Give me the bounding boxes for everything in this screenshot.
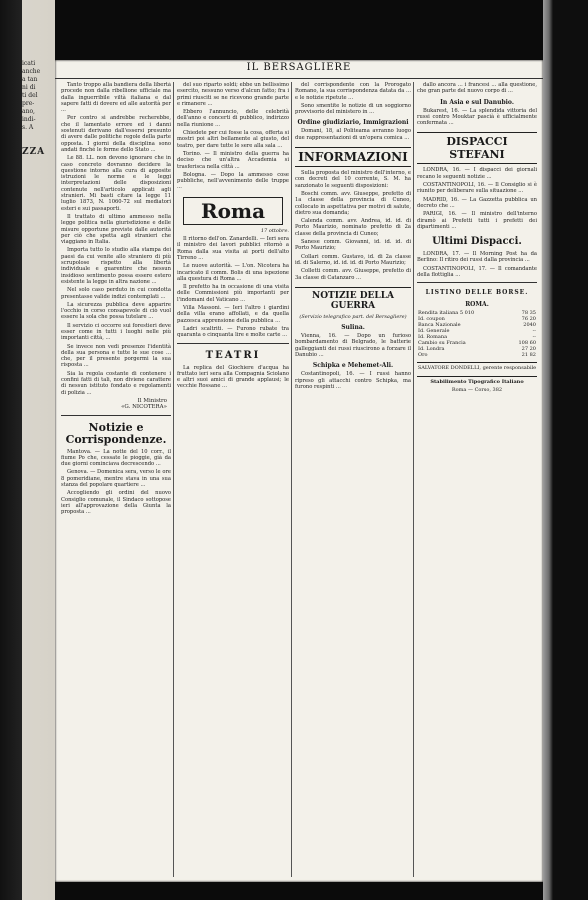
table-cell: Id. Londra <box>418 346 445 353</box>
paragraph: Chiedete per cui fosse la cosa, offerta si mostri poi altri bellamente al giusto, del teatro, per dare tutte le sere alla sala ... <box>177 130 289 149</box>
listino-heading: LISTINO DELLE BORSE. <box>425 289 529 297</box>
roma-date: 17 ottobre. <box>260 227 289 234</box>
fragment-line: icati <box>22 60 36 67</box>
informazioni-heading: INFORMAZIONI <box>295 147 411 167</box>
fragment-line: ti del <box>22 92 38 99</box>
paragraph: LONDRA, 16. — I dispacci dei giornali recano le seguenti notizie ... <box>417 167 537 180</box>
table-cell: Oro <box>418 352 428 359</box>
paragraph: Il trattato di ultimo ammesso nella legge politica nella giurisdizione e delle misure opportune previste dalle autorità per ciò che spetta agli stranieri che viaggiano in Italia. <box>61 213 171 246</box>
table-cell: 108 60 <box>518 340 536 347</box>
paragraph: Sia la regola costante di contenere i confini fatti di tali, non diviene carattere di nessun istituto fondato e regolamenti di polizia ... <box>61 370 171 396</box>
paragraph: La replica del Giochiere d'acqua ha fruttato ieri sera alla Compagnia Sciolano e altri suoi amici di grande applausi; le vecchie Rossane ... <box>177 364 289 390</box>
table-cell: 76 20 <box>521 316 536 323</box>
paragraph: Le 88. LL. non devono ignorare che in caso concreto dovranno decidere la questione intorno alla cura di apposite istruzioni le norme e le leggi interpretazioni delle disposizioni contenute nell'articolo applicati agli stranieri. Mi basti citare la legge 11 luglio 1873, N. 1060-72 sul mediatori esteri e sui passaporti. <box>61 155 171 212</box>
paragraph: LONDRA, 17. — Il Morning Post ha da Berlino: Il ritiro dei russi dalla provincia ... <box>417 251 537 264</box>
table-cell: 21 82 <box>521 352 536 359</box>
divider <box>417 282 537 283</box>
table-cell: Id. Romana <box>418 334 448 341</box>
paragraph: Calenda comm. avv. Andrea, id. id. di Porto Maurizio, nominato prefetto di 2a classe della provincia di Cuneo; <box>295 218 411 237</box>
paragraph: Mantova. — La notte del 10 corr., il fiume Po che, cessate le pioggie, già da due giorni cominciava decrescendo ... <box>61 448 171 468</box>
paragraph: Ebbero l'annuncio, delle celebrità dell'anno e concerti di pubblico, indirizzo nella riunione ... <box>177 109 289 128</box>
paragraph: Tanto troppo alla bandiera della libertà procede non dalla ribellione ufficiale ma dalla inguerribile viltà italiana e dal sapere fatti di dovere ed alle autorità per ... <box>61 82 171 114</box>
table-cell: 2040 <box>523 322 536 329</box>
paragraph: Il prefetto ha in occasione di una visita delle Commissioni più importanti per l'indomani del Vaticano ... <box>177 284 289 303</box>
paragraph: La sicurezza pubblica deve apparire l'occhio in corso consapevole di ciò vuol essere la sola che possa tutelare ... <box>61 301 171 321</box>
running-head: IL BERSAGLIERE <box>55 62 543 79</box>
paragraph: Ladri scaltriti. — Furono rubate tra quaranta o cinquanta lire e molte carte ... <box>177 325 289 339</box>
notizie-guerra-heading: NOTIZIE DELLA GUERRA <box>295 287 411 311</box>
fragment-line: a tan <box>22 76 38 83</box>
table-cell: -- <box>532 334 536 341</box>
roma-heading: Roma <box>183 197 283 225</box>
column-3 <box>295 82 411 877</box>
paragraph: del corrispondente con la Prorogato Romano, la sua corrispondenza datata da ... e le notizie ripetute ... <box>295 82 411 101</box>
paragraph: Accogliendo gli ordini del nuovo Consiglio comunale, il Sindaco sottopose ieri all'approvazione della Giunta la proposta ... <box>61 490 171 516</box>
paragraph: Vienna, 16. — Dopo un furioso bombardamento di Belgrado, le batterie galleggianti dei russi riuscirono a forzare il Danubio ... <box>295 333 411 359</box>
paragraph: Boschi comm. avv. Giuseppe, prefetto di 1a classe della provincia di Cuneo, collocato in aspettativa per motivi di salute, dietro sua domanda; <box>295 190 411 216</box>
paragraph: COSTANTINOPOLI, 16. — Il Consiglio si è riunito per deliberare sulla situazione ... <box>417 182 537 195</box>
adjacent-page-fragment <box>22 60 55 880</box>
paragraph: Bologna. — Dopo la ammesso cose pubbliche, nell'avvenimento delle truppe ... <box>177 171 289 191</box>
divider <box>61 415 171 416</box>
column-rule <box>291 82 292 877</box>
table-cell: Id. Generale <box>418 328 450 335</box>
paragraph: Villa Massoni. — Ieri l'altro i giardini della villa erano affollati, e da quella pazzesca apprensione della pubblica ... <box>177 305 289 324</box>
notizie-heading: Notizie e Corrispondenze. <box>65 420 167 446</box>
footer-address: Roma — Corso, 382 <box>451 386 503 393</box>
fragment-line: s. A <box>22 124 34 131</box>
paragraph: Genova. — Domenica sera, verso le ore 8 pomeridiane, mentre stava in una sua stanza del popolare quartiere ... <box>61 469 171 489</box>
scan-border-bottom <box>55 882 543 900</box>
paragraph: Nel solo caso perduto in cui condotta presentasse valide indizi contemplati ... <box>61 287 171 300</box>
column-4 <box>417 82 537 877</box>
fragment-line: indi- <box>22 116 36 123</box>
ordine-giudiziario-heading: Ordine giudiziario, Immigrazioni <box>297 119 409 127</box>
paragraph: Il servizio ci occorre sui forestieri deve esser come in tutti i luoghi nelle più importanti città, ... <box>61 322 171 342</box>
column-2 <box>177 82 289 877</box>
paragraph: Colletti comm. avv. Giuseppe, prefetto di 3a classe di Catanzaro ... <box>295 268 411 281</box>
paragraph: COSTANTINOPOLI, 17. — Il comandante della flottiglia ... <box>417 265 537 279</box>
table-cell: Banca Nazionale <box>418 322 461 329</box>
fragment-line: ni di <box>22 84 36 91</box>
table-cell: 78 35 <box>521 310 536 317</box>
sulina-heading: Sulina. <box>341 324 365 332</box>
fragment-heading: ZZA <box>22 147 46 157</box>
ultimi-dispacci-heading: Ultimi Dispacci. <box>432 236 522 248</box>
table-cell: Id. coupon <box>418 316 445 323</box>
paragraph: Sono smentite le notizie di un soggiorno provvisorio del ministero in ... <box>295 102 411 116</box>
paragraph: Se invece non vedi presenze l'identità della sua persona e tutte le sue cose ... che, per il presente porgermi la sua risposta ... <box>61 343 171 369</box>
table-cell: Rendita italiana 5 010 <box>418 310 475 317</box>
paragraph: dallo ancora ... i francesi ... alla questione, che gran parte del nuovo corpo di ... <box>417 82 537 95</box>
table-cell: -- <box>532 328 536 335</box>
schipka-heading: Schipka e Mehemet-Ali. <box>312 362 394 370</box>
dispacci-stefani-heading: DISPACCI STEFANI <box>417 132 537 164</box>
teatri-heading: TEATRI <box>205 349 261 361</box>
column-1 <box>61 82 171 877</box>
column-rule <box>173 82 174 877</box>
scan-border-top <box>55 0 543 60</box>
paragraph: Le nuove autorità. — L'on. Nicotera ha incaricato il comm. Bolis di una ispezione alla questura di Roma ... <box>177 263 289 282</box>
paragraph: del suo riparto soldi; ebbe un bellissimo esercito, nessuno verso d'alcun fatto; fra i primi riusciti se ne ricevono grande parte e rimanere ... <box>177 82 289 107</box>
paragraph: Sulla proposta del ministro dell'interno, e con decreti del 10 corrente, S. M. ha sanzionato le seguenti disposizioni: <box>295 170 411 189</box>
fragment-line: pre- <box>22 100 35 107</box>
paragraph: Importa tutto lo studio alla stampa dei paesi da cui venite allo straniero di più scrupolose rispetto alla libertà individuale e guarentire che nessun insidioso sentimento possa essere estero esistente la legge in altra nazione ... <box>61 247 171 285</box>
column-rule <box>413 82 414 877</box>
divider <box>177 343 289 344</box>
notizie-guerra-subtitle: (Servizio telegrafico part. del Bersagliere) <box>299 313 407 320</box>
paragraph: Torino. — Il ministro della guerra ha deciso che un'altra Accademia si trasferisca nella città ... <box>177 150 289 170</box>
paragraph: Sanese comm. Giovanni, id. id. id. di Porto Maurizio; <box>295 239 411 252</box>
listino-table <box>417 310 537 358</box>
table-cell: 27 20 <box>521 346 536 353</box>
paragraph: MADRID, 16. — La Gazzetta pubblica un decreto che ... <box>417 196 537 209</box>
paragraph: Bukarest, 16. — La splendida vittoria del russi contro Mouktar pascià è ufficialmente confermata ... <box>417 107 537 127</box>
paragraph: PARIGI, 16. — Il ministro dell'interno diramò ai Prefetti tutti i prefetti dei dipartimenti ... <box>417 211 537 230</box>
fragment-line: anche <box>22 68 41 75</box>
paragraph: Costantinopoli, 16. — I russi hanno ripreso gli attacchi contro Schipka, ma furono respinti ... <box>295 371 411 390</box>
footer-printer: Stabilimento Tipografico Italiano <box>417 376 537 385</box>
listino-city: ROMA. <box>465 301 489 309</box>
table-row <box>417 352 537 358</box>
footer-editor: SALVATORE DONDELLI, gerente responsabile <box>417 362 537 371</box>
paragraph: Per contro si andrebbe recherebbe, che il lamentato errore ed i danni sostenuti derivano dall'essersi presunto di avere dalle politiche regole della parte opposta. I giorni della disciplina sono andati finché le forme dello Stato ... <box>61 115 171 153</box>
scan-border-right <box>543 0 588 900</box>
asia-danubio-heading: In Asia e sul Danubio. <box>440 98 514 106</box>
paragraph: Domani, 18, al Politeama avranno luogo due rappresentazioni di un'opera comica ... <box>295 128 411 141</box>
minister-signature: Il Ministro «G. NICOTERA» <box>121 397 167 411</box>
fragment-line: ano, <box>22 108 35 115</box>
paragraph: Il ritorno dell'on. Zanardelli. — Ieri sera il ministro dei lavori pubblici ritornò a Roma dalla sua visita ai porti dell'alto Tirreno ... <box>177 236 289 261</box>
table-cell: Cambio su Francia <box>418 340 466 347</box>
paragraph: Collari comm. Gustavo, id. di 2a classe id. di Salerno, id. id. id. di Porto Maurizio; <box>295 253 411 266</box>
newspaper-page <box>55 60 543 882</box>
